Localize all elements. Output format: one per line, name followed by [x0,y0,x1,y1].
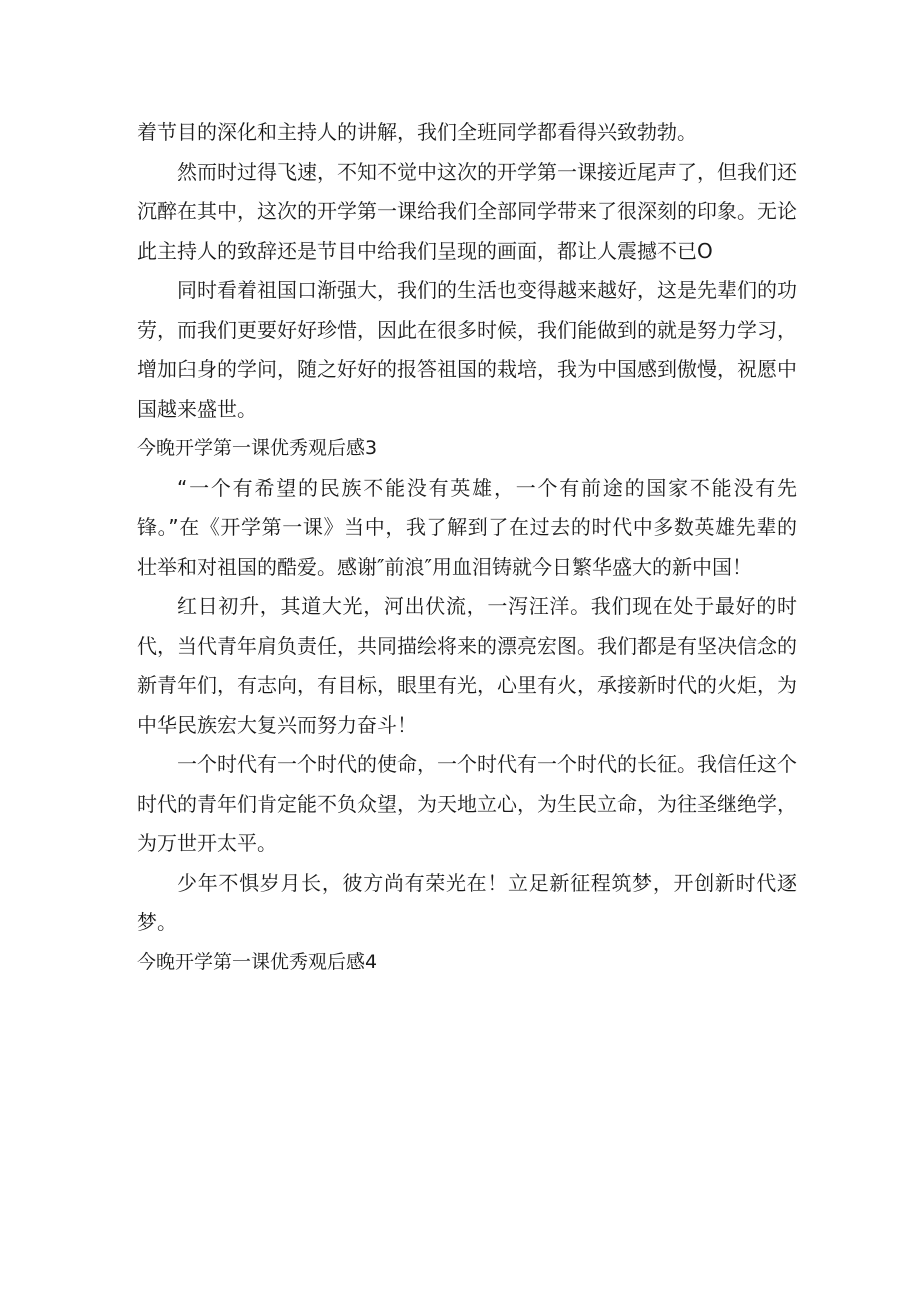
paragraph-3: 同时看着祖国口渐强大，我们的生活也变得越来越好，这是先辈们的功劳，而我们更要好好珍惜，因此在很多时候，我们能做到的就是努力学习，增加臼身的学问，随之好好的报答祖国的栽培，我为中国感到傲慢，祝愿中国越来盛世。 [137,278,797,421]
document-body [137,113,797,982]
paragraph-5: 红日初升，其道大光，河出伏流，一泻汪洋。我们现在处于最好的时代，当代青年肩负责任，共同描绘将来的漂亮宏图。我们都是有坚决信念的新青年们，有志向，有目标，眼里有光，心里有火，承接新时代的火炬，为中华民族宏大复兴而努力奋斗！ [137,594,797,737]
paragraph-4: “一个有希望的民族不能没有英雄，一个有前途的国家不能没有先锋。”在《开学第一课》当中，我了解到了在过去的时代中多数英雄先辈的壮举和对祖国的酷爱。感谢″前浪″用血泪铸就今日繁华盛大的新中国！ [137,475,797,579]
section-heading-3: 今晚开学第一课优秀观后感3 [137,437,378,459]
paragraph-6: 一个时代有一个时代的使命，一个时代有一个时代的长征。我信任这个时代的青年们肯定能不负众望，为天地立心，为生民立命，为往圣继绝学，为万世开太平。 [137,752,797,855]
paragraph-7: 少年不惧岁月长，彼方尚有荣光在！立足新征程筑梦，开创新时代逐梦。 [137,870,797,934]
paragraph-2: 然而时过得飞速，不知不觉中这次的开学第一课接近尾声了，但我们还沉醉在其中，这次的开学第一课给我们全部同学带来了很深刻的印象。无论此主持人的致辞还是节目中给我们呈现的画面，都让人震撼不已O [137,159,797,263]
paragraph-1: 着节目的深化和主持人的讲解，我们全班同学都看得兴致勃勃。 [137,120,697,144]
section-heading-4: 今晚开学第一课优秀观后感4 [137,950,378,973]
